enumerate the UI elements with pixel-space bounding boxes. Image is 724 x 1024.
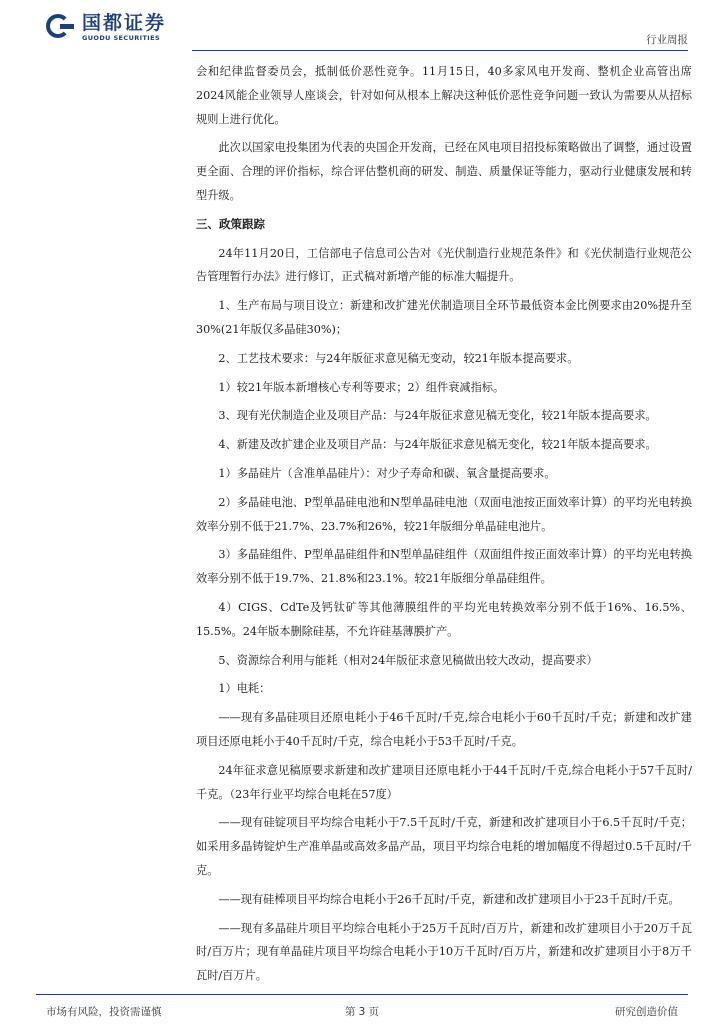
body-paragraph: 5、资源综合利用与能耗（相对24年版征求意见稿做出较大改动，提高要求） xyxy=(218,653,598,667)
body-paragraph: ——现有多晶硅项目还原电耗小于46千瓦时/千克,综合电耗小于60千瓦时/千克；新建和改扩建项目还原电耗小于40千瓦时/千克，综合电耗小于53千瓦时/千克。 xyxy=(196,711,692,748)
document-body xyxy=(196,60,692,988)
header-divider xyxy=(192,50,688,51)
section-heading: 三、政策跟踪 xyxy=(196,216,265,231)
risk-disclaimer: 市场有风险，投资需谨慎 xyxy=(46,1006,162,1018)
body-paragraph: ——现有硅锭项目平均综合电耗小于7.5千瓦时/千克，新建和改扩建项目小于6.5千瓦时/千克；如采用多晶铸锭炉生产准单晶或高效多晶产品，项目平均综合电耗的增加幅度不得超过0.5千瓦时/千克。 xyxy=(196,816,692,877)
body-paragraph: 3、现有光伏制造企业及项目产品：与24年版征求意见稿无变化，较21年版本提高要求。 xyxy=(218,409,657,423)
logo-name-cn: 国都证券 xyxy=(82,12,167,34)
body-paragraph: ——现有多晶硅片项目平均综合电耗小于25万千瓦时/百万片，新建和改扩建项目小于20万千瓦时/百万片；现有单晶硅片项目平均综合电耗小于10万千瓦时/百万片，新建和改扩建项目小于8万千瓦时/百万片。 xyxy=(196,921,692,983)
logo-mark-icon xyxy=(46,12,78,42)
body-paragraph: 4、新建及改扩建企业及项目产品：与24年版征求意见稿无变化，较21年版本提高要求。 xyxy=(218,438,657,452)
page-number: 第 3 页 xyxy=(344,1006,380,1018)
body-paragraph: 24年征求意见稿原要求新建和改扩建项目还原电耗小于44千瓦时/千克,综合电耗小于57千瓦时/千克。（23年行业平均综合电耗在57度） xyxy=(196,763,692,801)
body-paragraph: 1）电耗： xyxy=(218,682,271,696)
page-header xyxy=(36,12,688,52)
body-paragraph: 2）多晶硅电池、P型单晶硅电池和N型单晶硅电池（双面电池按正面效率计算）的平均光电转换效率分别不低于21.7%、23.7%和26%，较21年版细分单晶硅电池片。 xyxy=(196,495,692,533)
body-paragraph: 此次以国家电投集团为代表的央国企开发商，已经在风电项目招投标策略做出了调整，通过设置更全面、合理的评价指标，综合评估整机商的研发、制造、质量保证等能力，驱动行业健康发展和转型升级。 xyxy=(196,141,692,202)
report-type-label: 行业周报 xyxy=(646,34,688,46)
body-paragraph: 3）多晶硅组件、P型单晶硅组件和N型单晶硅组件（双面组件按正面效率计算）的平均光电转换效率分别不低于19.7%、21.8%和23.1%。较21年版细分单晶硅组件。 xyxy=(196,548,692,586)
body-paragraph: 1、生产布局与项目设立：新建和改扩建光伏制造项目全环节最低资本金比例要求由20%提升至30%(21年版仅多晶硅30%)； xyxy=(196,299,692,336)
footer-divider xyxy=(36,994,688,995)
body-paragraph: 24年11月20日，工信部电子信息司公告对《光伏制造行业规范条件》和《光伏制造行业规范公告管理暂行办法》进行修订，正式稿对新增产能的标准大幅提升。 xyxy=(196,246,692,284)
body-paragraph: ——现有硅棒项目平均综合电耗小于26千瓦时/千克，新建和改扩建项目小于23千瓦时/千克。 xyxy=(218,892,680,906)
body-paragraph: 4）CIGS、CdTe及钙钛矿等其他薄膜组件的平均光电转换效率分别不低于16%、16.5%、15.5%。24年版本删除硅基，不允许硅基薄膜扩产。 xyxy=(196,600,692,638)
body-paragraph: 会和纪律监督委员会，抵制低价恶性竞争。11月15日，40多家风电开发商、整机企业高管出席2024风能企业领导人座谈会，针对如何从根本上解决这种低价恶性竞争问题一致认为需要从从招标规则上进行优化。 xyxy=(196,65,692,126)
logo-name-en: GUODU SECURITIES xyxy=(82,34,161,42)
body-paragraph: 1）多晶硅片（含准单晶硅片）：对少子寿命和碳、氧含量提高要求。 xyxy=(218,466,556,480)
body-paragraph: 1）较21年版本新增核心专利等要求；2）组件衰减指标。 xyxy=(218,380,505,394)
footer-slogan: 研究创造价值 xyxy=(615,1006,678,1018)
body-paragraph: 2、工艺技术要求：与24年版征求意见稿无变动，较21年版本提高要求。 xyxy=(218,351,579,365)
brand-logo xyxy=(46,12,166,42)
